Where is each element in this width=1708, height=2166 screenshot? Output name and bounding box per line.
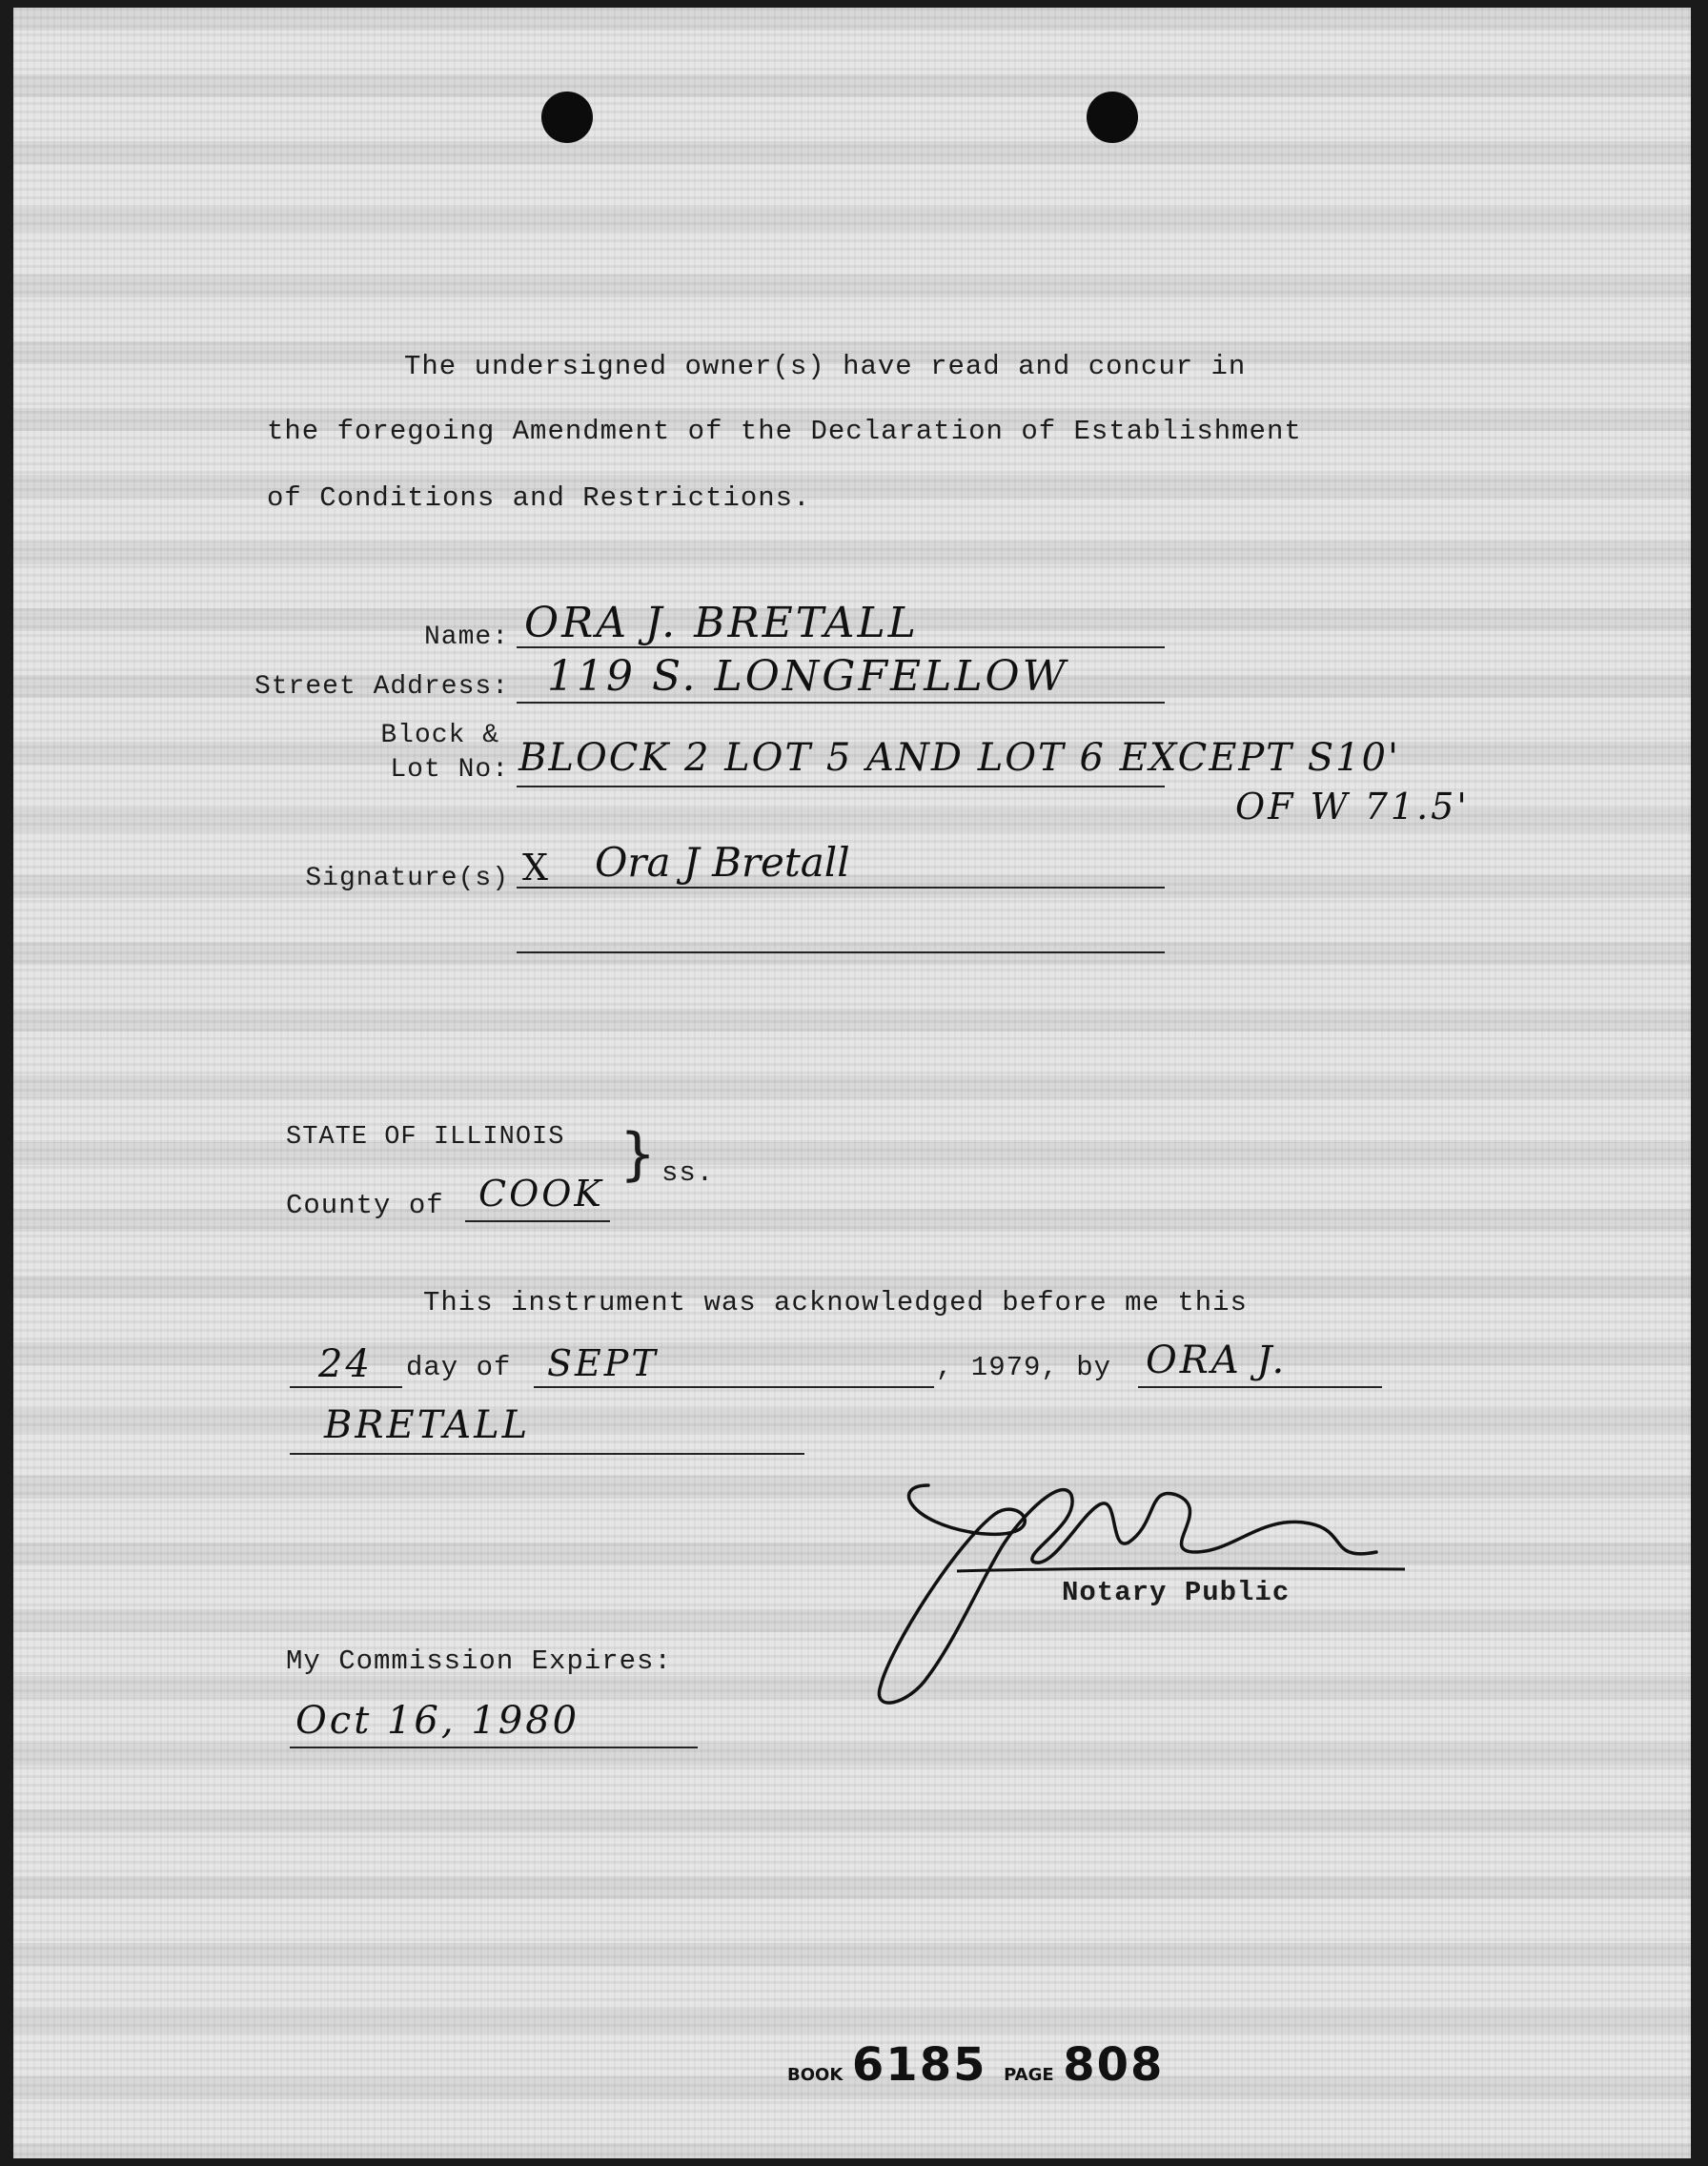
page-label: PAGE	[1004, 2065, 1054, 2085]
ss-label: ss.	[661, 1157, 715, 1189]
owner-signature: Ora J Bretall	[595, 839, 850, 886]
commission-line	[290, 1747, 698, 1748]
book-label: BOOK	[787, 2065, 844, 2085]
signature-label: Signature(s)	[305, 864, 509, 893]
block-lot-value: BLOCK 2 LOT 5 AND LOT 6 EXCEPT S10'	[518, 736, 1400, 780]
name-label: Name:	[423, 623, 509, 652]
by-value-continued: BRETALL	[324, 1403, 531, 1447]
street-address-value: 119 S. LONGFELLOW	[547, 652, 1068, 701]
by-line-2	[290, 1453, 804, 1455]
page-number: 808	[1063, 2038, 1165, 2092]
day-of-label: day of	[406, 1352, 512, 1383]
day-line	[290, 1386, 402, 1388]
day-value: 24	[318, 1342, 373, 1386]
acknowledgment-text: This instrument was acknowledged before me this	[423, 1287, 1248, 1318]
block-lot-line	[517, 786, 1165, 787]
month-value: SEPT	[547, 1342, 659, 1384]
signature-x-mark: X	[522, 847, 552, 889]
recording-stamp	[787, 2038, 1164, 2092]
punch-hole-left	[541, 92, 593, 143]
by-line	[1138, 1386, 1382, 1388]
block-lot-value-continued: OF W 71.5'	[1235, 786, 1470, 828]
bracket-brace: }	[620, 1121, 657, 1188]
county-label: County of	[286, 1190, 444, 1221]
paragraph-line-2: the foregoing Amendment of the Declaration of Establishment	[267, 416, 1302, 447]
document-page	[13, 8, 1691, 2158]
punch-hole-right	[1087, 92, 1138, 143]
by-value: ORA J.	[1146, 1338, 1288, 1382]
commission-value: Oct 16, 1980	[295, 1699, 580, 1743]
block-label-line-1: Block &	[380, 721, 499, 750]
notary-public-label: Notary Public	[1062, 1577, 1291, 1608]
year-text: , 1979, by	[936, 1352, 1112, 1383]
commission-expires-label: My Commission Expires:	[286, 1645, 672, 1677]
state-label: STATE OF ILLINOIS	[286, 1123, 565, 1152]
street-address-line	[517, 702, 1165, 704]
signature-line-2	[517, 951, 1165, 953]
name-value: ORA J. BRETALL	[524, 599, 919, 647]
signature-line-1	[517, 887, 1165, 889]
street-address-label: Street Address:	[254, 672, 509, 702]
month-line	[534, 1386, 934, 1388]
book-number: 6185	[851, 2038, 987, 2092]
paragraph-line-3: of Conditions and Restrictions.	[267, 482, 811, 514]
county-line	[465, 1220, 610, 1222]
county-value: COOK	[478, 1173, 604, 1215]
block-label-line-2: Lot No:	[390, 755, 509, 785]
paragraph-line-1: The undersigned owner(s) have read and concur in	[404, 351, 1247, 382]
